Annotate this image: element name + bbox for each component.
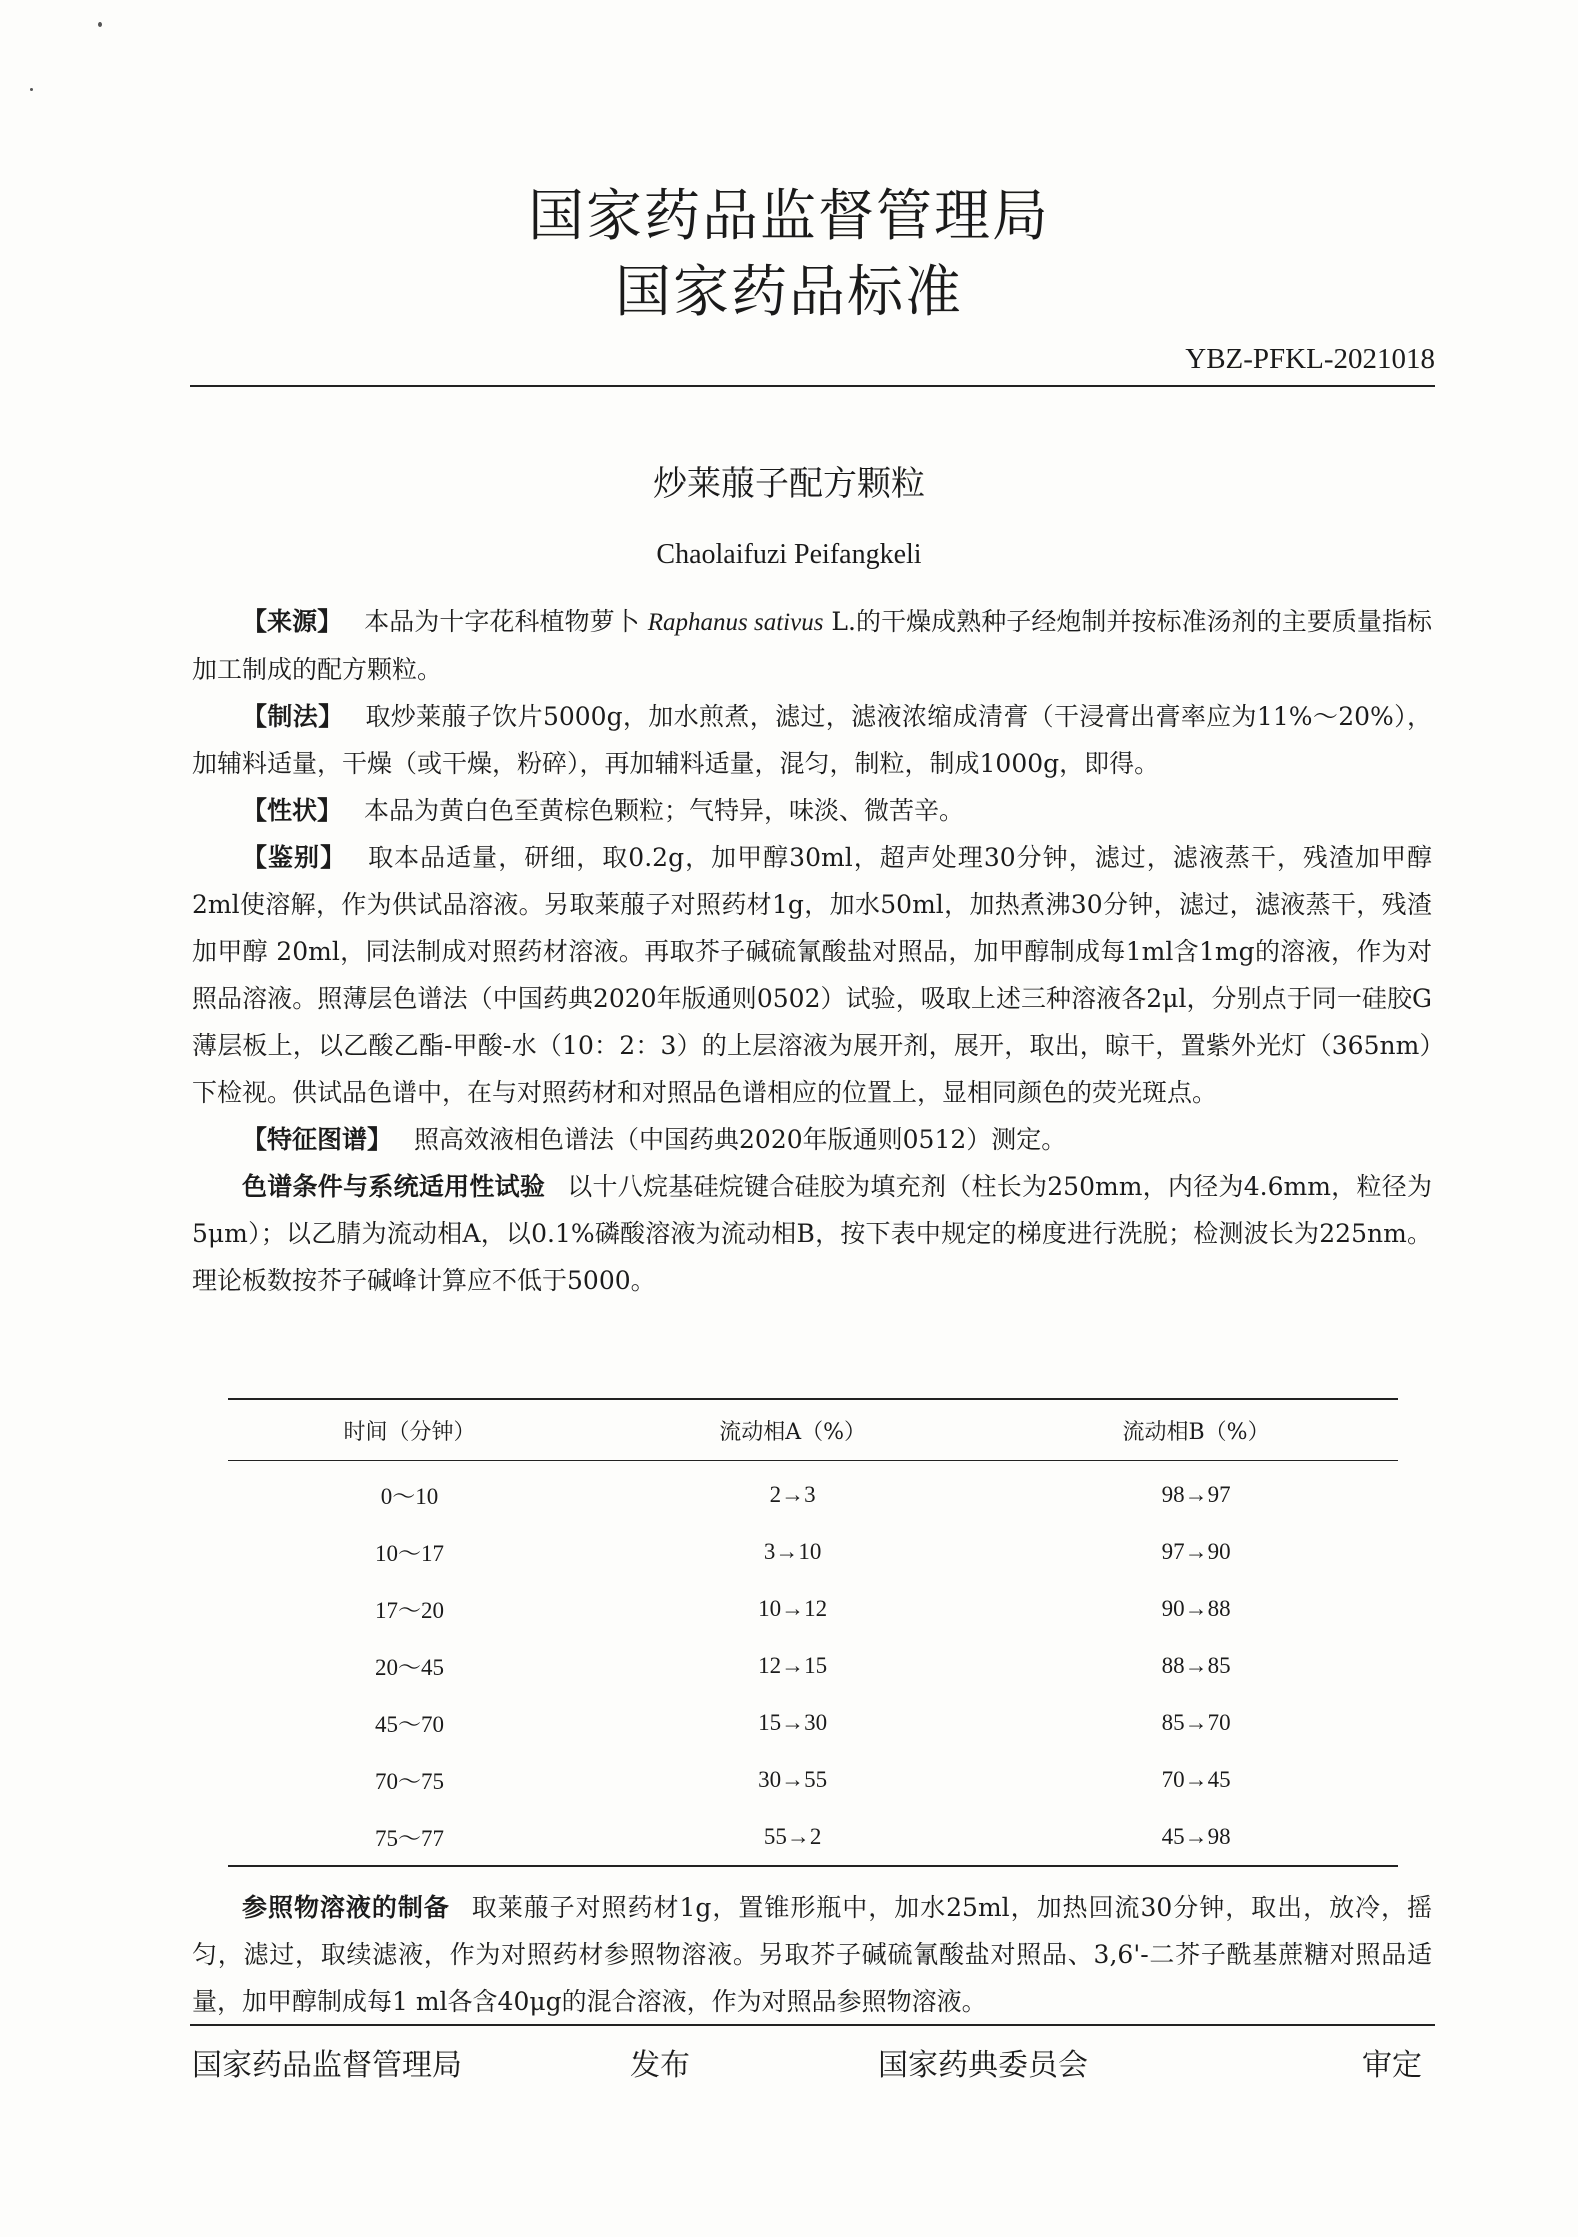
table-cell: 45～70 <box>375 1712 445 1737</box>
source-latin-name: Raphanus sativus <box>647 609 824 636</box>
table-cell: 10→12 <box>758 1595 828 1621</box>
reference-label: 参照物溶液的制备 <box>242 1893 450 1922</box>
source-label: 【来源】 <box>242 607 343 636</box>
table-cell: 0～10 <box>380 1484 439 1509</box>
character-label: 【性状】 <box>242 796 343 825</box>
character-text: 本品为黄白色至黄棕色颗粒；气特异，味淡、微苦辛。 <box>364 796 965 825</box>
table-cell: 70～75 <box>375 1769 445 1794</box>
table-row <box>228 1580 1398 1637</box>
product-title: 炒莱菔子配方颗粒 <box>653 464 925 504</box>
chromatography-text: 以十八烷基硅烷键合硅胶为填充剂（柱长为250mm，内径为4.6mm，粒径为5μm）；以乙腈为流动相A，以0.1%磷酸溶液为流动相B，按下表中规定的梯度进行洗脱；检测波长为225nm。理论板数按芥子碱峰计算应不低于5000。 <box>192 1172 1432 1295</box>
source-paragraph <box>192 598 1432 693</box>
reference-paragraph <box>192 1884 1432 2025</box>
scan-speck <box>30 88 33 91</box>
header-rule <box>190 385 1435 387</box>
table-cell: 10～17 <box>375 1541 445 1566</box>
source-text-b: L.的干燥成熟种子经炮制并按标准汤剂的主要质量指标加工制成的配方颗粒。 <box>192 607 1432 684</box>
footer-rule <box>190 2024 1435 2026</box>
table-header-phase-a: 流动相A（%） <box>591 1399 994 1461</box>
method-text: 取炒莱菔子饮片5000g，加水煎煮，滤过，滤液浓缩成清膏（干浸膏出膏率应为11%～20%），加辅料适量，干燥（或干燥，粉碎），再加辅料适量，混匀，制粒，制成1000g，即得。 <box>192 702 1432 778</box>
table-cell: 2→3 <box>769 1481 816 1507</box>
agency-title: 国家药品监督管理局 <box>528 184 1050 249</box>
product-pinyin: Chaolaifuzi Peifangkeli <box>656 539 922 570</box>
table-cell: 17～20 <box>375 1598 445 1623</box>
table-header-time: 时间（分钟） <box>228 1399 591 1461</box>
table-cell: 88→85 <box>1161 1652 1231 1678</box>
fingerprint-label: 【特征图谱】 <box>242 1125 393 1154</box>
table-cell: 90→88 <box>1161 1595 1231 1621</box>
method-paragraph <box>192 693 1432 787</box>
table-cell: 98→97 <box>1161 1481 1231 1507</box>
table-cell: 20～45 <box>375 1655 445 1680</box>
identification-text: 取本品适量，研细，取0.2g，加甲醇30ml，超声处理30分钟，滤过，滤液蒸干，残渣加甲醇2ml使溶解，作为供试品溶液。另取莱菔子对照药材1g，加水50ml，加热煮沸30分钟，滤过，滤液蒸干，残渣加甲醇 20ml，同法制成对照药材溶液。再取芥子碱硫氰酸盐对照品，加甲醇制成每1ml含1mg的溶液，作为对照品溶液。照薄层色谱法（中国药典2020年版通则0502）试验，吸取上述三种溶液各2μl，分别点于同一硅胶G薄层板上，以乙酸乙酯-甲酸-水（10：2：3）的上层溶液为展开剂，展开，取出，晾干，置紫外光灯（365nm）下检视。供试品色谱中，在与对照药材和对照品色谱相应的位置上，显相同颜色的荧光斑点。 <box>192 843 1432 1107</box>
table-header-row <box>228 1399 1398 1461</box>
chromatography-label: 色谱条件与系统适用性试验 <box>242 1172 546 1201</box>
reference-section <box>192 1884 1432 2025</box>
table-row <box>228 1808 1398 1866</box>
character-paragraph <box>192 787 1432 834</box>
reference-text: 取莱菔子对照药材1g，置锥形瓶中，加水25ml，加热回流30分钟，取出，放冷，摇匀，滤过，取续滤液，作为对照药材参照物溶液。另取芥子碱硫氰酸盐对照品、3,6'-二芥子酰基蔗糖对照品适量，加甲醇制成每1 ml各含40μg的混合溶液，作为对照品参照物溶液。 <box>192 1893 1432 2016</box>
table-cell: 85→70 <box>1161 1709 1231 1735</box>
table-row <box>228 1461 1398 1524</box>
table-row <box>228 1523 1398 1580</box>
table-cell: 15→30 <box>758 1709 828 1735</box>
fingerprint-paragraph <box>192 1116 1432 1163</box>
table-cell: 75～77 <box>375 1826 445 1851</box>
method-label: 【制法】 <box>242 702 344 731</box>
table-cell: 55→2 <box>763 1823 822 1849</box>
table-cell: 45→98 <box>1161 1823 1231 1849</box>
footer-reviewer: 国家药典委员会 <box>878 2048 1088 2083</box>
scan-speck <box>98 22 102 27</box>
table-row <box>228 1694 1398 1751</box>
table-cell: 3→10 <box>763 1538 822 1564</box>
table-row <box>228 1637 1398 1694</box>
footer-publish-label: 发布 <box>630 2048 690 2083</box>
footer-review-label: 审定 <box>1362 2048 1422 2083</box>
table-cell: 97→90 <box>1161 1538 1231 1564</box>
source-text-a: 本品为十字花科植物萝卜 <box>364 607 640 636</box>
identification-paragraph <box>192 834 1432 1116</box>
monograph-body <box>192 598 1432 1304</box>
standard-number: YBZ-PFKL-2021018 <box>1185 343 1435 375</box>
standard-type-title: 国家药品标准 <box>615 260 963 325</box>
table-cell: 30→55 <box>758 1766 828 1792</box>
footer-publisher: 国家药品监督管理局 <box>192 2048 462 2083</box>
fingerprint-text: 照高效液相色谱法（中国药典2020年版通则0512）测定。 <box>414 1125 1067 1154</box>
identification-label: 【鉴别】 <box>242 843 347 872</box>
table-cell: 70→45 <box>1161 1766 1231 1792</box>
table-row <box>228 1751 1398 1808</box>
chromatography-paragraph <box>192 1163 1432 1304</box>
gradient-table <box>228 1398 1398 1867</box>
table-cell: 12→15 <box>758 1652 828 1678</box>
table-header-phase-b: 流动相B（%） <box>994 1399 1398 1461</box>
